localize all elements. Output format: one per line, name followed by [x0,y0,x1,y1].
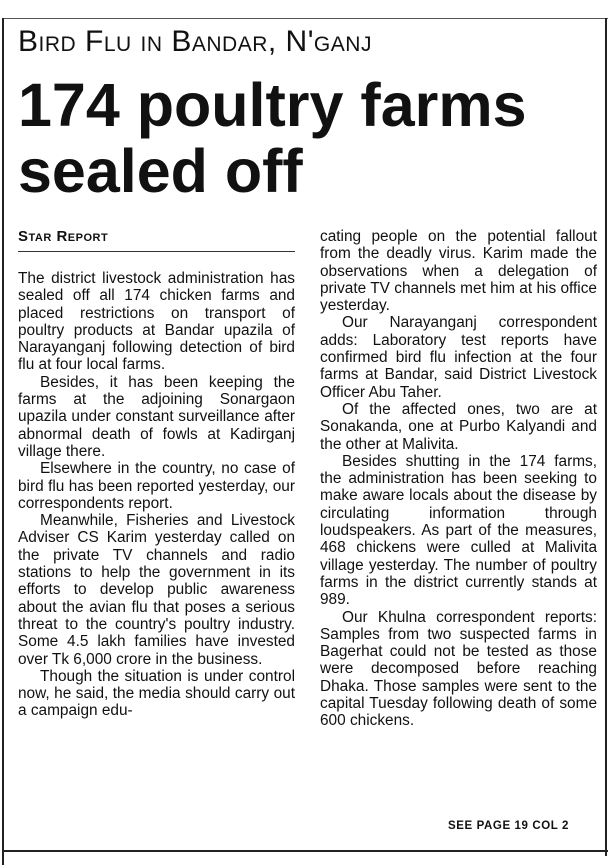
article-column-right [320,228,597,730]
continued-jump-line: SEE PAGE 19 COL 2 [448,820,569,832]
article-column-left [18,228,295,720]
right-border [605,18,607,856]
main-headline: 174 poultry farms sealed off [18,71,527,205]
left-border [2,18,4,865]
paragraph: Our Khulna correspondent reports: Samples from two suspected farms in Bagerhat could not be tested as those were decomposed before reaching Dhaka. Those samples were sent to the capital Tuesday following death of some 600 chickens. [320,608,597,730]
top-rule [2,18,608,19]
paragraph: Besides, it has been keeping the farms at the adjoining Sonargaon upazila under constant surveillance after abnormal death of fowls at Kadirganj village there. [18,373,295,460]
paragraph: Of the affected ones, two are at Sonakanda, one at Purbo Kalyandi and the other at Malivita. [320,400,597,453]
paragraph: cating people on the potential fallout from the deadly virus. Karim made the observations when a delegation of private TV channels met him at his office yesterday. [320,228,597,315]
paragraph: Elsewhere in the country, no case of bird flu has been reported yesterday, our correspondents report. [18,460,295,512]
paragraph: Meanwhile, Fisheries and Livestock Adviser CS Karim yesterday called on the private TV channels and radio stations to help the government in its efforts to develop public awareness about the avian flu that poses a serious threat to the country's poultry industry. Some 4.5 lakh families have invested over Tk 6,000 crore in the business. [18,512,295,668]
paragraph: Though the situation is under control now, he said, the media should carry out a campaign edu- [18,667,295,720]
paragraph: Besides shutting in the 174 farms, the administration has been seeking to make aware locals about the disease by circulating information through loudspeakers. As part of the measures, 468 chickens were culled at Malivita village yesterday. The number of poultry farms in the district currently stands at 989. [320,452,597,609]
paragraph: Our Narayanganj correspondent adds: Laboratory test reports have confirmed bird flu infection at the four farms at Bandar, said District Livestock Officer Abu Taher. [320,314,597,401]
kicker-headline: Bird Flu in Bandar, N'ganj [18,25,372,58]
paragraph: The district livestock administration has sealed off all 174 chicken farms and placed restrictions on transport of poultry products at Bandar upazila of Narayanganj following detection of bird flu at four local farms. [18,270,295,374]
byline: Star Report [18,228,295,252]
bottom-rule [2,850,608,852]
